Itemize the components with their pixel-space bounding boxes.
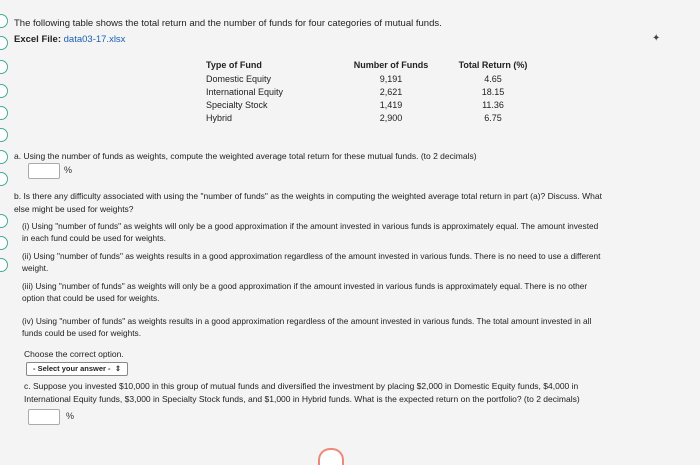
intro-text: The following table shows the total return and the number of funds for four categories of mutual funds. [14,18,442,29]
table-row [200,111,544,124]
cell-type: International Equity [206,86,284,97]
cell-number: 1,419 [379,99,403,110]
option-line: funds could be used for weights. [22,328,141,338]
nav-marker[interactable] [0,172,8,186]
header-return: Total Return (%) [458,60,528,70]
cell-return: 6.75 [484,112,502,123]
question-b-line: b. Is there any difficulty associated with using the "number of funds" as the weights in computing the weighted average total return in part (a)? Discuss. What [14,191,602,201]
cell-type: Domestic Equity [206,73,272,84]
option-line: option that could be used for weights. [22,293,160,303]
question-c [24,380,694,406]
hint-icon[interactable] [318,448,344,465]
nav-marker[interactable] [0,36,8,50]
cell-type: Hybrid [206,112,233,123]
header-number: Number of Funds [353,60,429,70]
header-type: Type of Fund [206,60,262,70]
answer-select[interactable] [26,362,128,376]
option-line: in each fund could be used for weights. [22,233,166,243]
option-line: weight. [22,263,49,273]
nav-marker[interactable] [0,236,8,250]
cell-return: 4.65 [484,73,502,84]
table-row [200,72,544,85]
cell-number: 2,621 [379,86,403,97]
option-line: (iii) Using "number of funds" as weights will only be a good approximation if the amount invested in various funds is approximately equal. There is no other [22,281,588,291]
option-ii [22,250,687,274]
funds-table [200,58,544,124]
option-i [22,220,687,244]
question-c-line: c. Suppose you invested $10,000 in this group of mutual funds and diversified the investment by placing $2,000 in Domestic Equity funds, $4,000 in [24,381,579,391]
question-b-line: else might be used for weights? [14,204,134,214]
star-icon: ✦ [652,33,661,44]
nav-marker[interactable] [0,258,8,272]
table-header-row [200,58,544,72]
question-a: a. Using the number of funds as weights, compute the weighted average total return for these mutual funds. (to 2 decimals) [14,151,477,161]
option-line: (ii) Using "number of funds" as weights results in a good approximation regardless of the amount invested in various funds. There is no need to use a different [22,251,601,261]
cell-number: 9,191 [379,73,403,84]
percent-label: % [64,165,73,175]
percent-label: % [66,411,75,421]
table-row [200,85,544,98]
choose-prompt: Choose the correct option. [24,349,124,359]
answer-c-input[interactable] [28,409,60,425]
nav-marker[interactable] [0,128,8,142]
option-iv [22,315,687,339]
nav-marker[interactable] [0,106,8,120]
chevron-updown-icon: ⇕ [112,364,121,373]
cell-return: 18.15 [481,86,505,97]
cell-return: 11.36 [482,99,504,110]
cell-type: Specialty Stock [206,99,268,110]
nav-marker[interactable] [0,214,8,228]
nav-marker[interactable] [0,84,8,98]
select-label: - Select your answer - [33,364,111,373]
excel-label: Excel File: [14,34,61,45]
question-b [14,190,694,216]
nav-marker[interactable] [0,60,8,74]
table-row [200,98,544,111]
nav-marker[interactable] [0,14,8,28]
left-rail [0,0,10,463]
question-c-line: International Equity funds, $3,000 in Specialty Stock funds, and $1,000 in Hybrid funds. What is the expected return on the portfolio? (to 2 decimals) [24,394,580,404]
answer-a-input[interactable] [28,163,60,179]
excel-file-label [14,34,125,45]
nav-marker[interactable] [0,150,8,164]
option-line: (i) Using "number of funds" as weights will only be a good approximation if the amount invested in various funds is approximately equal. The amount invested [22,221,599,231]
cell-number: 2,900 [379,112,403,123]
option-line: (iv) Using "number of funds" as weights results in a good approximation regardless of the amount invested in various funds. The total amount invested in all [22,316,592,326]
excel-file-link[interactable]: data03-17.xlsx [63,34,126,45]
option-iii [22,280,687,304]
